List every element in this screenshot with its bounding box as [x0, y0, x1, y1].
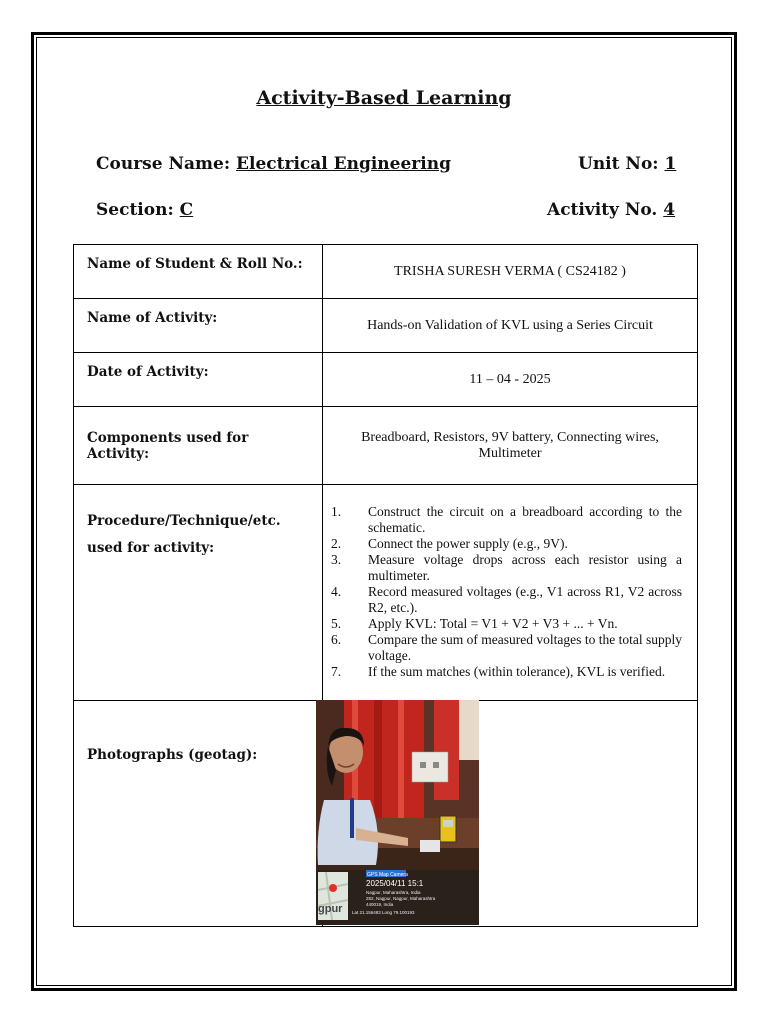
procedure-step-text: Apply KVL: Total = V1 + V2 + V3 + ... + Vn.	[368, 616, 618, 631]
procedure-step-text: Construct the circuit on a breadboard according to the schematic.	[368, 504, 682, 535]
photo-latlong: Lat 21.156483 Long 79.100193	[352, 910, 415, 915]
unit-no	[578, 154, 676, 174]
activity-no-value: 4	[663, 200, 676, 220]
procedure-step-text: Measure voltage drops across each resistor using a multimeter.	[368, 552, 682, 583]
components-label: Components used for Activity:	[87, 429, 249, 462]
photo-address-3: 440019, India	[366, 902, 394, 907]
unit-no-label: Unit No:	[578, 154, 665, 174]
activity-name-label-cell	[74, 299, 323, 353]
procedure-step-number: 6.	[331, 632, 342, 647]
procedure-step-text: Connect the power supply (e.g., 9V).	[368, 536, 568, 551]
procedure-step	[331, 504, 682, 536]
procedure-step-text: If the sum matches (within tolerance), KVL is verified.	[368, 664, 666, 679]
procedure-label-cell	[74, 485, 323, 701]
section	[96, 200, 193, 220]
date-value: 11 – 04 - 2025	[323, 353, 698, 407]
table-row	[74, 353, 698, 407]
course-name	[96, 154, 451, 174]
procedure-step	[331, 616, 682, 632]
procedure-label-line-1: Procedure/Technique/etc.	[87, 513, 281, 529]
procedure-step-number: 2.	[331, 536, 342, 551]
procedure-step	[331, 664, 682, 680]
table-row	[74, 407, 698, 485]
procedure-step-number: 1.	[331, 504, 342, 519]
procedure-step-number: 7.	[331, 664, 342, 679]
table-row	[74, 245, 698, 299]
date-label: Date of Activity:	[87, 363, 209, 380]
procedure-label-line-2: used for activity:	[87, 540, 215, 556]
table-row	[74, 299, 698, 353]
procedure-step	[331, 552, 682, 584]
procedure-step-number: 5.	[331, 616, 342, 631]
procedure-step-text: Compare the sum of measured voltages to the total supply voltage.	[368, 632, 682, 663]
section-label: Section:	[96, 200, 180, 220]
procedure-step	[331, 536, 682, 552]
photos-label: Photographs (geotag):	[87, 747, 258, 763]
section-value: C	[179, 200, 194, 220]
unit-no-value: 1	[664, 154, 677, 174]
geotag-photo	[316, 700, 479, 925]
page-title	[0, 87, 768, 109]
photo-address-2: 282, Nagpur, Nagpur, Maharashtra	[366, 896, 436, 901]
activity-no-label: Activity No.	[547, 200, 664, 220]
student-label-cell	[74, 245, 323, 299]
course-name-label: Course Name:	[96, 154, 237, 174]
procedure-step-text: Record measured voltages (e.g., V1 across R1, V2 across R2, etc.).	[368, 584, 682, 615]
title-text: Activity-Based Learning	[256, 87, 512, 109]
table-row	[74, 485, 698, 701]
geotag-photo-image	[316, 700, 479, 925]
activity-no	[547, 200, 675, 220]
procedure-steps-cell	[323, 485, 698, 701]
components-label-cell	[74, 407, 323, 485]
procedure-step-number: 3.	[331, 552, 342, 567]
activity-name-value: Hands-on Validation of KVL using a Series Circuit	[323, 299, 698, 353]
activity-name-label: Name of Activity:	[87, 309, 218, 326]
procedure-step	[331, 584, 682, 616]
components-value: Breadboard, Resistors, 9V battery, Connecting wires, Multimeter	[323, 407, 698, 485]
procedure-step-number: 4.	[331, 584, 342, 599]
student-label: Name of Student & Roll No.:	[87, 255, 303, 272]
course-name-value: Electrical Engineering	[236, 154, 451, 174]
photo-datetime: 2025/04/11 15:1	[366, 879, 424, 888]
date-label-cell	[74, 353, 323, 407]
photos-label-cell	[74, 701, 323, 927]
photo-address-1: Nagpur, Maharashtra, India	[366, 890, 421, 895]
photo-app-tag: GPS Map Camera	[367, 872, 408, 878]
procedure-list	[323, 504, 697, 680]
procedure-step	[331, 632, 682, 664]
student-value: TRISHA SURESH VERMA ( CS24182 )	[323, 245, 698, 299]
photo-map-text: gpur	[318, 903, 343, 915]
